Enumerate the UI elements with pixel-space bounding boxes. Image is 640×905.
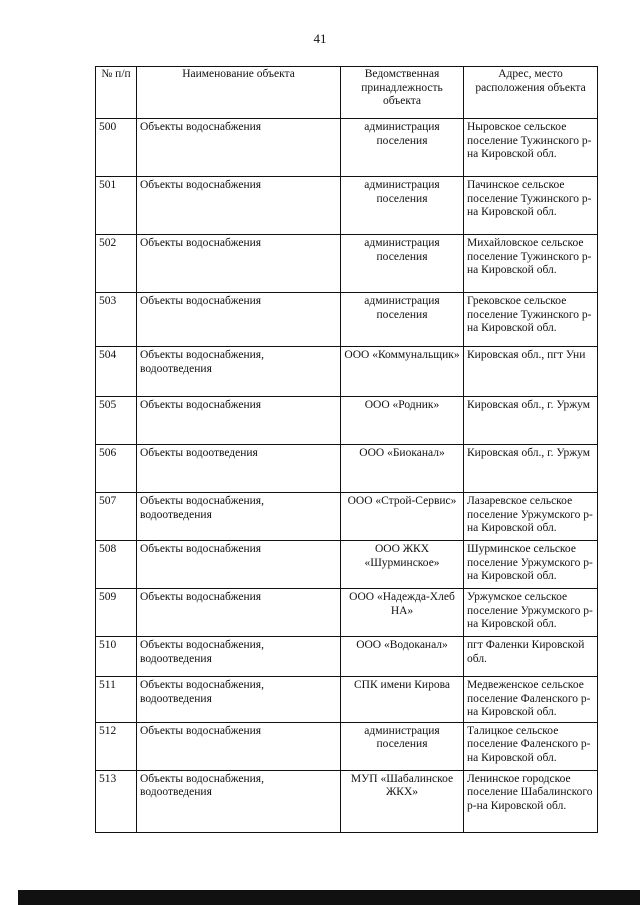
row-number: 509 bbox=[96, 589, 137, 637]
table-row bbox=[96, 770, 598, 832]
table-body bbox=[96, 119, 598, 833]
table-row bbox=[96, 637, 598, 677]
table-row bbox=[96, 177, 598, 235]
object-name: Объекты водоснабжения, водоотведения bbox=[137, 493, 341, 541]
table-row bbox=[96, 397, 598, 445]
objects-table bbox=[95, 66, 598, 833]
table-header-row bbox=[96, 67, 598, 119]
object-address: Ленинское городское поселение Шабалинского р-на Кировской обл. bbox=[464, 770, 598, 832]
object-name: Объекты водоснабжения, водоотведения bbox=[137, 677, 341, 723]
object-address: Кировская обл., г. Уржум bbox=[464, 397, 598, 445]
owner-organization: администрация поселения bbox=[341, 119, 464, 177]
row-number: 503 bbox=[96, 293, 137, 347]
owner-organization: СПК имени Кирова bbox=[341, 677, 464, 723]
row-number: 501 bbox=[96, 177, 137, 235]
owner-organization: МУП «Шабалинское ЖКХ» bbox=[341, 770, 464, 832]
object-address: Кировская обл., г. Уржум bbox=[464, 445, 598, 493]
owner-organization: ООО «Коммунальщик» bbox=[341, 347, 464, 397]
row-number: 508 bbox=[96, 541, 137, 589]
table-row bbox=[96, 235, 598, 293]
table-row bbox=[96, 293, 598, 347]
owner-organization: ООО «Биоканал» bbox=[341, 445, 464, 493]
object-address: Михайловское сельское поселение Тужинского р-на Кировской обл. bbox=[464, 235, 598, 293]
row-number: 507 bbox=[96, 493, 137, 541]
table-row bbox=[96, 722, 598, 770]
object-address: Талицкое сельское поселение Фаленского р-на Кировской обл. bbox=[464, 722, 598, 770]
table-row bbox=[96, 589, 598, 637]
row-number: 512 bbox=[96, 722, 137, 770]
table-row bbox=[96, 541, 598, 589]
object-address: Уржумское сельское поселение Уржумского р-на Кировской обл. bbox=[464, 589, 598, 637]
object-name: Объекты водоснабжения bbox=[137, 293, 341, 347]
header-owner: Ведомственная принадлежность объекта bbox=[341, 67, 464, 119]
object-name: Объекты водоотведения bbox=[137, 445, 341, 493]
table-row bbox=[96, 493, 598, 541]
row-number: 504 bbox=[96, 347, 137, 397]
object-address: Ныровское сельское поселение Тужинского р-на Кировской обл. bbox=[464, 119, 598, 177]
owner-organization: администрация поселения bbox=[341, 293, 464, 347]
object-name: Объекты водоснабжения bbox=[137, 177, 341, 235]
object-name: Объекты водоснабжения bbox=[137, 397, 341, 445]
table-row bbox=[96, 677, 598, 723]
object-name: Объекты водоснабжения bbox=[137, 235, 341, 293]
object-name: Объекты водоснабжения, водоотведения bbox=[137, 347, 341, 397]
object-name: Объекты водоснабжения bbox=[137, 722, 341, 770]
table-row bbox=[96, 347, 598, 397]
owner-organization: ООО «Надежда-Хлеб НА» bbox=[341, 589, 464, 637]
owner-organization: ООО «Строй-Сервис» bbox=[341, 493, 464, 541]
object-address: пгт Фаленки Кировской обл. bbox=[464, 637, 598, 677]
object-name: Объекты водоснабжения bbox=[137, 119, 341, 177]
row-number: 510 bbox=[96, 637, 137, 677]
object-name: Объекты водоснабжения bbox=[137, 589, 341, 637]
owner-organization: администрация поселения bbox=[341, 177, 464, 235]
object-name: Объекты водоснабжения, водоотведения bbox=[137, 770, 341, 832]
object-address: Кировская обл., пгт Уни bbox=[464, 347, 598, 397]
row-number: 502 bbox=[96, 235, 137, 293]
table-row bbox=[96, 445, 598, 493]
owner-organization: ООО «Водоканал» bbox=[341, 637, 464, 677]
object-address: Медвеженское сельское поселение Фаленского р-на Кировской обл. bbox=[464, 677, 598, 723]
row-number: 513 bbox=[96, 770, 137, 832]
row-number: 506 bbox=[96, 445, 137, 493]
object-address: Грековское сельское поселение Тужинского р-на Кировской обл. bbox=[464, 293, 598, 347]
owner-organization: ООО ЖКХ «Шурминское» bbox=[341, 541, 464, 589]
table-row bbox=[96, 119, 598, 177]
header-number: № п/п bbox=[96, 67, 137, 119]
owner-organization: ООО «Родник» bbox=[341, 397, 464, 445]
row-number: 500 bbox=[96, 119, 137, 177]
header-object-name: Наименование объекта bbox=[137, 67, 341, 119]
header-address: Адрес, место расположения объекта bbox=[464, 67, 598, 119]
object-name: Объекты водоснабжения, водоотведения bbox=[137, 637, 341, 677]
bottom-scan-border bbox=[18, 890, 640, 905]
object-name: Объекты водоснабжения bbox=[137, 541, 341, 589]
row-number: 505 bbox=[96, 397, 137, 445]
row-number: 511 bbox=[96, 677, 137, 723]
object-address: Шурминское сельское поселение Уржумского р-на Кировской обл. bbox=[464, 541, 598, 589]
owner-organization: администрация поселения bbox=[341, 722, 464, 770]
owner-organization: администрация поселения bbox=[341, 235, 464, 293]
object-address: Пачинское сельское поселение Тужинского р-на Кировской обл. bbox=[464, 177, 598, 235]
page-number: 41 bbox=[313, 31, 327, 46]
object-address: Лазаревское сельское поселение Уржумского р-на Кировской обл. bbox=[464, 493, 598, 541]
